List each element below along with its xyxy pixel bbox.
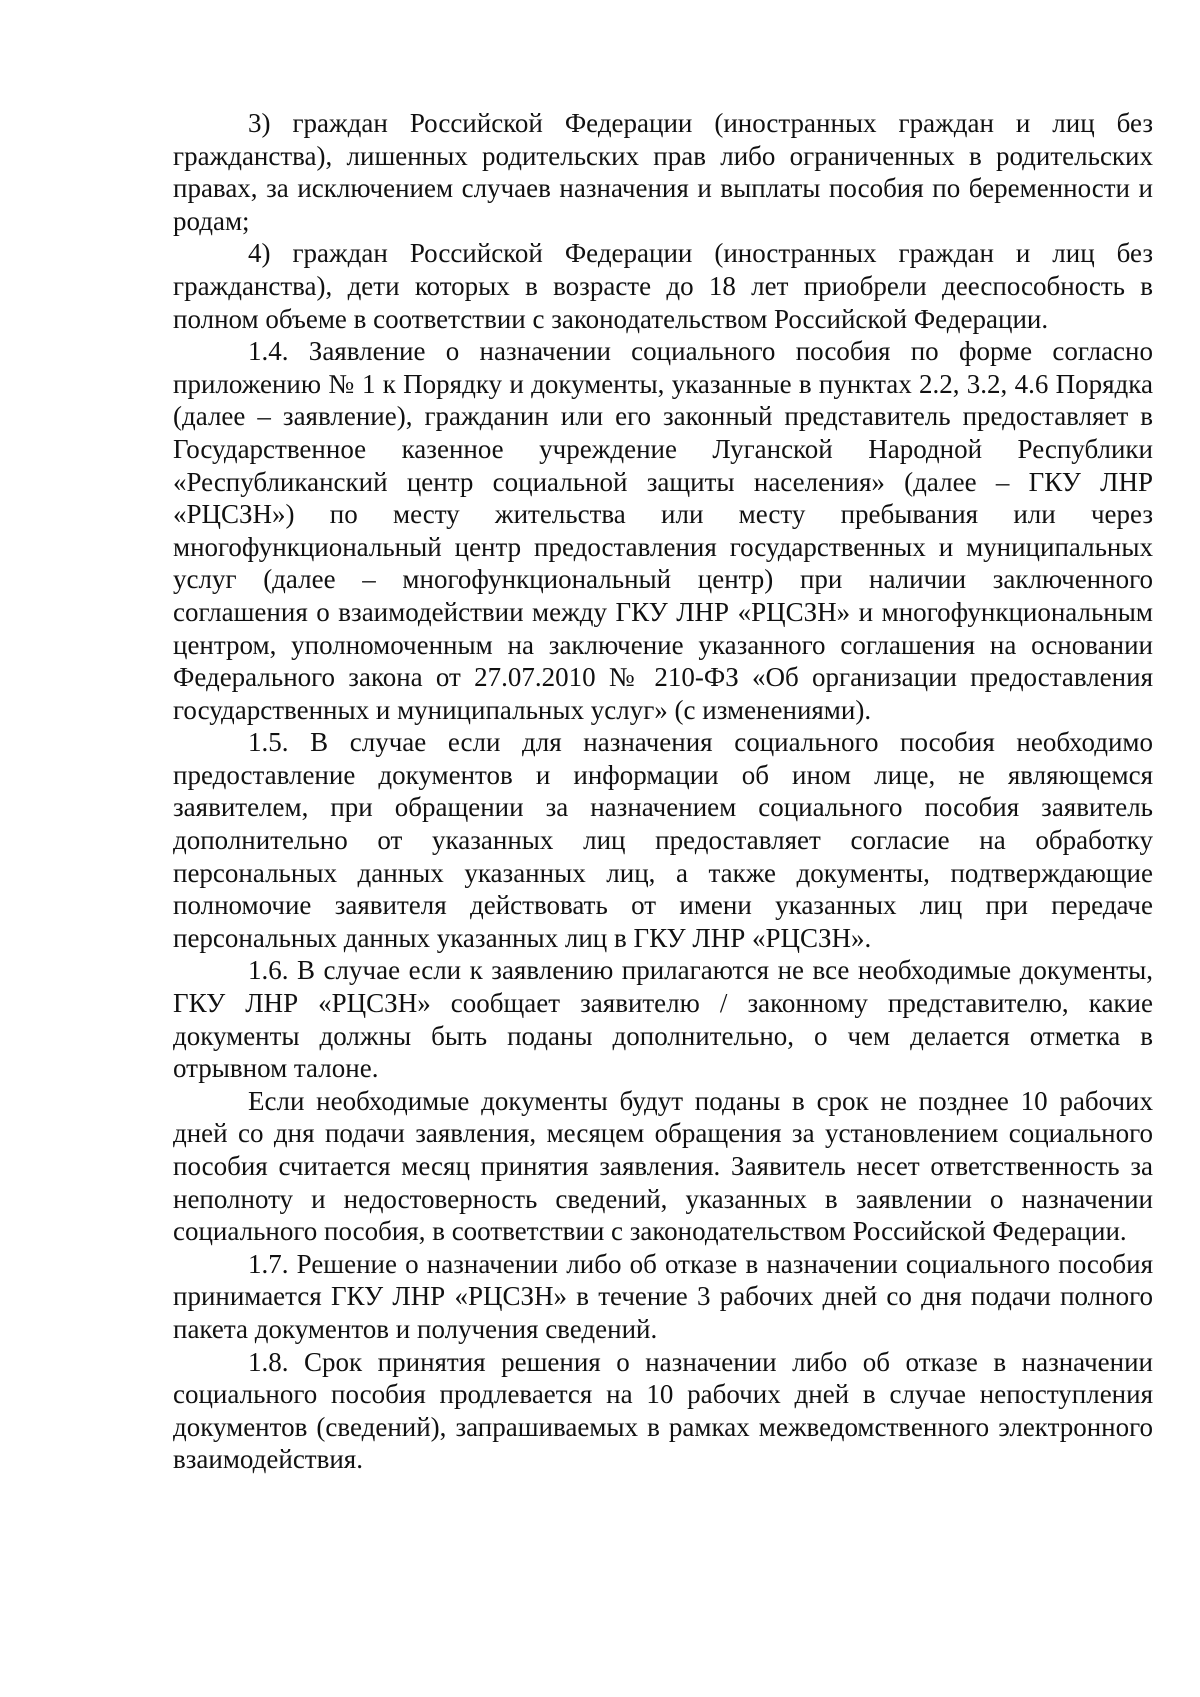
- paragraph-item-4-children-capacity: 4) граждан Российской Федерации (иностранных граждан и лиц без гражданства), дети которых в возрасте до 18 лет приобрели дееспособность в полном объеме в соответствии с законодательством Российской Федерации.: [173, 238, 1153, 334]
- document-page: [173, 107, 1153, 1476]
- paragraph-1-8-extension: 1.8. Срок принятия решения о назначении либо об отказе в назначении социального пособия продлевается на 10 рабочих дней в случае непоступления документов (сведений), запрашиваемых в рамках межведомственного электронного взаимодействия.: [173, 1346, 1153, 1475]
- paragraph-1-7-decision: 1.7. Решение о назначении либо об отказе в назначении социального пособия принимается ГКУ ЛНР «РЦСЗН» в течение 3 рабочих дней со дня подачи полного пакета документов и получения сведений.: [173, 1248, 1153, 1344]
- paragraph-1-6-missing-documents: 1.6. В случае если к заявлению прилагаются не все необходимые документы, ГКУ ЛНР «РЦСЗН» сообщает заявителю / законному представителю, какие документы должны быть поданы дополнительно, о чем делается отметка в отрывном талоне.: [173, 955, 1153, 1084]
- paragraph-1-5-third-party-data: 1.5. В случае если для назначения социального пособия необходимо предоставление документов и информации об ином лице, не являющемся заявителем, при обращении за назначением социального пособия заявитель дополнительно от указанных лиц предоставляет согласие на обработку персональных данных указанных лиц, а также документы, подтверждающие полномочие заявителя действовать от имени указанных лиц при передаче персональных данных указанных лиц в ГКУ ЛНР «РЦСЗН».: [173, 727, 1153, 953]
- paragraph-deadline-10-days: Если необходимые документы будут поданы в срок не позднее 10 рабочих дней со дня подачи заявления, месяцем обращения за установлением социального пособия считается месяц принятия заявления. Заявитель несет ответственность за неполноту и недостоверность сведений, указанных в заявлении о назначении социального пособия, в соответствии с законодательством Российской Федерации.: [173, 1085, 1153, 1247]
- paragraph-1-4-application: 1.4. Заявление о назначении социального пособия по форме согласно приложению № 1 к Порядку и документы, указанные в пунктах 2.2, 3.2, 4.6 Порядка (далее – заявление), гражданин или его законный представитель предоставляет в Государственное казенное учреждение Луганской Народной Республики «Республиканский центр социальной защиты населения» (далее – ГКУ ЛНР «РЦСЗН») по месту жительства или месту пребывания или через многофункциональный центр предоставления государственных и муниципальных услуг (далее – многофункциональный центр) при наличии заключенного соглашения о взаимодействии между ГКУ ЛНР «РЦСЗН» и многофункциональным центром, уполномоченным на заключение указанного соглашения на основании Федерального закона от 27.07.2010 № 210-ФЗ «Об организации предоставления государственных и муниципальных услуг» (с изменениями).: [173, 336, 1153, 725]
- paragraph-item-3-deprived-rights: 3) граждан Российской Федерации (иностранных граждан и лиц без гражданства), лишенных родительских прав либо ограниченных в родительских правах, за исключением случаев назначения и выплаты пособия по беременности и родам;: [173, 108, 1153, 236]
